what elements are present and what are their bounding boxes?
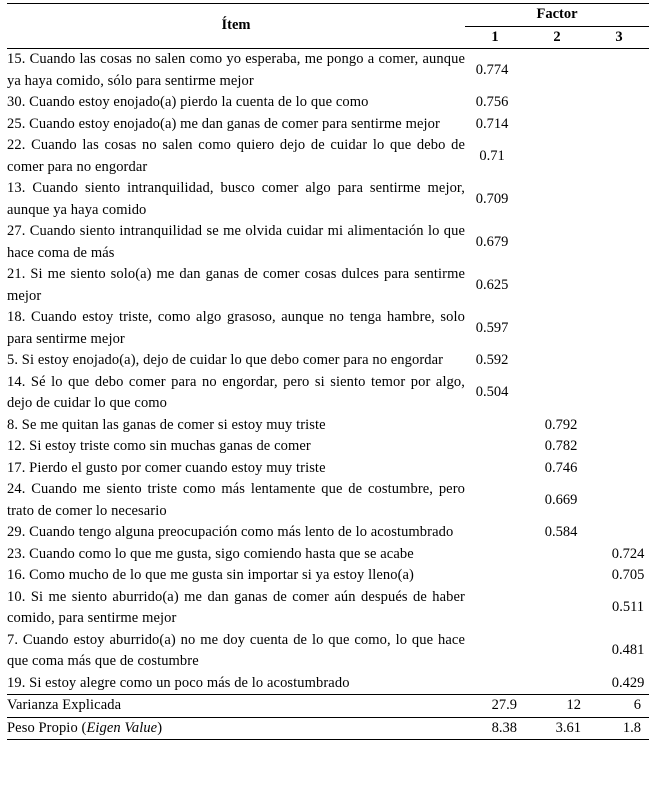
table-row (7, 92, 649, 114)
loading-factor-1: 0.774 (475, 61, 509, 78)
loading-factor-1 (465, 565, 525, 587)
loading-factor-2 (525, 350, 589, 372)
item-text: 13. Cuando siento intranquilidad, busco comer algo para sentirme mejor, aunque ya haya comido (7, 180, 465, 218)
loading-factor-3 (589, 114, 649, 136)
loading-factor-2: 0.669 (544, 491, 578, 508)
loading-factor-1 (465, 458, 525, 480)
loading-factor-3 (589, 522, 649, 544)
header-factor-3: 3 (589, 26, 649, 49)
loading-factor-2: 0.746 (544, 459, 578, 476)
loading-factor-3 (589, 479, 649, 522)
loading-factor-1: 0.679 (475, 233, 509, 250)
loading-factor-3: 0.429 (611, 674, 645, 691)
item-text: 17. Pierdo el gusto por comer cuando estoy muy triste (7, 459, 326, 476)
loading-factor-2 (525, 673, 589, 695)
loading-factor-2 (525, 372, 589, 415)
item-text: 8. Se me quitan las ganas de comer si estoy muy triste (7, 416, 326, 433)
loading-factor-3 (589, 307, 649, 350)
loading-factor-3 (589, 350, 649, 372)
table-row (7, 307, 649, 350)
loading-factor-2 (525, 264, 589, 307)
loading-factor-1: 0.714 (475, 115, 509, 132)
header-item: Ítem (7, 4, 465, 49)
item-text: 24. Cuando me siento triste como más lentamente que de costumbre, pero trato de comer lo necesario (7, 481, 465, 519)
table-row (7, 673, 649, 695)
variance-label: Varianza Explicada (7, 695, 465, 718)
eigen-label-prefix: Peso Propio ( (7, 719, 87, 736)
table-row (7, 587, 649, 630)
loading-factor-1 (465, 522, 525, 544)
loading-factor-2 (525, 49, 589, 93)
loading-factor-3 (589, 221, 649, 264)
item-text: 25. Cuando estoy enojado(a) me dan ganas de comer para sentirme mejor (7, 115, 440, 132)
table-row (7, 49, 649, 93)
header-factor-1: 1 (465, 26, 525, 49)
table-row (7, 135, 649, 178)
loading-factor-3 (589, 92, 649, 114)
loading-factor-1: 0.625 (475, 276, 509, 293)
table-row (7, 479, 649, 522)
loading-factor-1: 0.592 (475, 352, 509, 368)
loading-factor-2 (525, 565, 589, 587)
loading-factor-1: 0.71 (479, 147, 505, 164)
loading-factor-3 (589, 436, 649, 458)
loading-factor-2: 0.584 (544, 524, 578, 540)
eigen-label-italic: Eigen Value (86, 719, 158, 736)
loading-factor-1 (465, 479, 525, 522)
loading-factor-1 (465, 673, 525, 695)
loading-factor-2 (525, 544, 589, 566)
eigen-row (7, 717, 649, 740)
eigen-label-suffix: ) (157, 719, 163, 736)
loading-factor-2: 0.782 (544, 438, 578, 454)
loading-factor-1: 0.504 (475, 384, 509, 401)
loading-factor-3: 0.481 (611, 642, 645, 659)
eigen-factor-3: 1.8 (589, 717, 649, 740)
item-text: 27. Cuando siento intranquilidad se me olvida cuidar mi alimentación lo que hace coma de más (7, 223, 465, 261)
header-factor-2: 2 (525, 26, 589, 49)
table-row (7, 114, 649, 136)
table-row (7, 415, 649, 437)
loading-factor-3 (589, 49, 649, 93)
loading-factor-3: 0.705 (611, 567, 645, 583)
variance-factor-3: 6 (589, 695, 649, 718)
item-text: 30. Cuando estoy enojado(a) pierdo la cuenta de lo que como (7, 94, 369, 110)
item-text: 14. Sé lo que debo comer para no engordar, pero si siento temor por algo, dejo de cuidar lo que como (7, 373, 465, 411)
loading-factor-2 (525, 307, 589, 350)
eigen-factor-2: 3.61 (525, 717, 589, 740)
item-text: 7. Cuando estoy aburrido(a) no me doy cuenta de lo que como, lo que hace que coma más que de costumbre (7, 631, 465, 669)
table-row (7, 350, 649, 372)
factor-loadings-table (7, 3, 649, 740)
item-text: 16. Como mucho de lo que me gusta sin importar si ya estoy lleno(a) (7, 567, 414, 583)
loading-factor-1 (465, 544, 525, 566)
item-text: 29. Cuando tengo alguna preocupación como más lento de lo acostumbrado (7, 524, 454, 540)
loading-factor-2 (525, 221, 589, 264)
table-row (7, 372, 649, 415)
table-row (7, 458, 649, 480)
loading-factor-2 (525, 135, 589, 178)
loading-factor-3 (589, 415, 649, 437)
table-row (7, 565, 649, 587)
loading-factor-1 (465, 587, 525, 630)
loading-factor-1 (465, 415, 525, 437)
item-text: 10. Si me siento aburrido(a) me dan ganas de comer aún después de haber comido, para sentirme mejor (7, 588, 465, 626)
item-text: 5. Si estoy enojado(a), dejo de cuidar lo que debo comer para no engordar (7, 352, 444, 368)
eigen-label (7, 717, 465, 740)
item-text: 19. Si estoy alegre como un poco más de lo acostumbrado (7, 674, 350, 691)
variance-factor-1: 27.9 (465, 695, 525, 718)
variance-factor-2: 12 (525, 695, 589, 718)
loading-factor-2 (525, 587, 589, 630)
header-factor: Factor (465, 4, 649, 27)
loading-factor-3 (589, 372, 649, 415)
item-text: 21. Si me siento solo(a) me dan ganas de comer cosas dulces para sentirme mejor (7, 266, 465, 304)
loading-factor-1 (465, 436, 525, 458)
loading-factor-2: 0.792 (544, 416, 578, 433)
loading-factor-1: 0.709 (475, 190, 509, 207)
table-row (7, 544, 649, 566)
table-row (7, 522, 649, 544)
table-body (7, 49, 649, 695)
table-row (7, 264, 649, 307)
loading-factor-2 (525, 178, 589, 221)
loading-factor-1: 0.597 (475, 319, 509, 336)
loading-factor-3 (589, 458, 649, 480)
loading-factor-3: 0.511 (611, 599, 645, 616)
item-text: 22. Cuando las cosas no salen como quiero dejo de cuidar lo que debo de comer para no engordar (7, 137, 465, 175)
loading-factor-2 (525, 92, 589, 114)
table-row (7, 221, 649, 264)
item-text: 12. Si estoy triste como sin muchas ganas de comer (7, 438, 311, 454)
loading-factor-2 (525, 114, 589, 136)
table-row (7, 630, 649, 673)
loading-factor-1: 0.756 (475, 94, 509, 110)
eigen-factor-1: 8.38 (465, 717, 525, 740)
item-text: 18. Cuando estoy triste, como algo grasoso, aunque no tenga hambre, solo para sentirme mejor (7, 309, 465, 347)
loading-factor-2 (525, 630, 589, 673)
item-text: 15. Cuando las cosas no salen como yo esperaba, me pongo a comer, aunque ya haya comido, sólo para sentirme mejor (7, 51, 465, 89)
loading-factor-3: 0.724 (611, 545, 645, 562)
variance-row (7, 695, 649, 718)
item-text: 23. Cuando como lo que me gusta, sigo comiendo hasta que se acabe (7, 545, 414, 562)
table-row (7, 178, 649, 221)
loading-factor-3 (589, 178, 649, 221)
table-row (7, 436, 649, 458)
loading-factor-3 (589, 135, 649, 178)
loading-factor-1 (465, 630, 525, 673)
loading-factor-3 (589, 264, 649, 307)
